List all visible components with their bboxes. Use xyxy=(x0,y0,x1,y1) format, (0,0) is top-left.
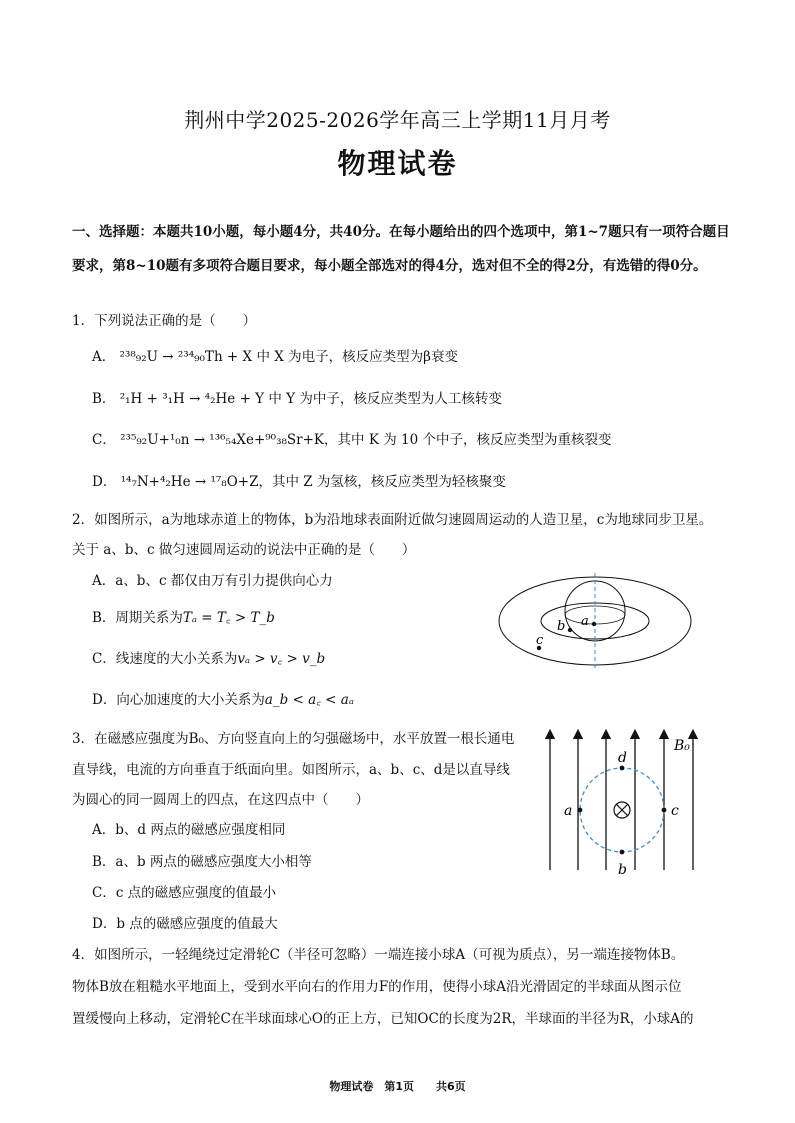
point-d xyxy=(620,766,625,771)
q2-option-d xyxy=(92,690,354,710)
q1-b-text: 中 Y 为中子，核反应类型为人工核转变 xyxy=(268,391,502,407)
label-b0: B₀ xyxy=(674,738,690,754)
q1-a-label: A． xyxy=(92,349,116,365)
q2-stem-line1: 2．如图所示，a为地球赤道上的物体，b为沿地球表面附近做匀速圆周运动的人造卫星，c为地球同步卫星。 xyxy=(72,512,713,528)
q1-b-equation: ²₁H + ³₁H → ⁴₂He + Y xyxy=(119,391,265,407)
q2-option-c xyxy=(92,649,325,669)
q2-b-text: B．周期关系为 xyxy=(92,610,183,626)
exam-title: 荆州中学2025-2026学年高三上学期11月月考 xyxy=(184,108,611,132)
label-b: b xyxy=(557,619,566,634)
q2-c-text: C．线速度的大小关系为 xyxy=(92,651,238,667)
q1-option-a xyxy=(92,347,458,367)
q1-option-c xyxy=(92,430,611,450)
subject-title: 物理试卷 xyxy=(337,147,458,180)
label-d: d xyxy=(618,750,627,766)
q2-d-equation: a_b < a꜀ < aₐ xyxy=(264,692,354,708)
label-b: b xyxy=(618,862,627,878)
q1-option-d xyxy=(92,472,506,492)
label-c: c xyxy=(671,803,679,819)
q3-field-figure xyxy=(538,728,718,878)
q3-option-b: B．a、b 两点的磁感应强度大小相等 xyxy=(92,854,312,870)
q3-line1: 3．在磁感应强度为B₀、方向竖直向上的匀强磁场中，水平放置一根长通电 xyxy=(72,731,515,747)
q3-option-c: C．c 点的磁感应强度的值最小 xyxy=(92,885,277,901)
q3-line3: 为圆心的同一圆周上的四点，在这四点中（ ） xyxy=(72,792,369,808)
q1-d-equation: ¹⁴₇N+⁴₂He → ¹⁷₈O+Z xyxy=(120,474,259,490)
q2-b-equation: Tₐ = T꜀ > T_b xyxy=(182,610,275,626)
q1-option-b xyxy=(92,389,502,409)
q4-line3: 置缓慢向上移动，定滑轮C在半球面球心O的正上方，已知OC的长度为2R，半球面的半径为R，小球A的 xyxy=(72,1011,694,1027)
q2-orbit-figure xyxy=(495,573,695,673)
q2-c-equation: vₐ > v꜀ > v_b xyxy=(237,651,326,667)
point-a xyxy=(578,808,583,813)
q1-a-equation: ²³⁸₉₂U → ²³⁴₉₀Th + X xyxy=(119,349,253,365)
label-a: a xyxy=(581,614,589,629)
point-a xyxy=(592,622,596,626)
point-c xyxy=(662,808,667,813)
q2-d-text: D．向心加速度的大小关系为 xyxy=(92,692,265,708)
section-instructions: 一、选择题：本题共10小题，每小题4分，共40分。在每小题给出的四个选项中，第1~7题只有一项符合题目要求，第8~10题有多项符合题目要求，每小题全部选对的得4分，选对但不全的得2分，有选错的得0分。 xyxy=(72,224,730,274)
q4-line2: 物体B放在粗糙水平地面上，受到水平向右的作用力F的作用，使得小球A沿光滑固定的半球面从图示位 xyxy=(72,979,682,995)
q2-stem-line2: 关于 a、b、c 做匀速圆周运动的说法中正确的是（ ） xyxy=(72,542,416,558)
point-b xyxy=(568,628,572,632)
q3-line2: 直导线，电流的方向垂直于纸面向里。如图所示，a、b、c、d是以直导线 xyxy=(72,762,510,778)
q1-d-text: ，其中 Z 为氢核，核反应类型为轻核聚变 xyxy=(258,474,506,490)
q2-option-b xyxy=(92,608,275,628)
q1-c-label: C． xyxy=(92,432,116,448)
q1-d-label: D． xyxy=(92,474,117,490)
q1-stem: 1．下列说法正确的是（ ） xyxy=(72,313,257,329)
q3-option-a: A．b、d 两点的磁感应强度相同 xyxy=(92,822,286,838)
point-b xyxy=(620,850,625,855)
label-c: c xyxy=(536,633,544,648)
q1-a-text: 中 X 为电子，核反应类型为β衰变 xyxy=(256,349,458,365)
label-a: a xyxy=(564,803,573,819)
q1-c-equation: ²³⁵₉₂U+¹₀n → ¹³⁶₅₄Xe+⁹⁰₃₈Sr+K xyxy=(120,432,325,448)
q4-line1: 4．如图所示，一轻绳绕过定滑轮C（半径可忽略）一端连接小球A（可视为质点），另一端连接物体B。 xyxy=(72,947,685,963)
q1-b-label: B． xyxy=(92,391,116,407)
page-footer: 物理试卷 第1页 共6页 xyxy=(329,1080,466,1093)
q3-option-d: D．b 点的磁感应强度的值最大 xyxy=(92,916,278,932)
q1-c-text: ，其中 K 为 10 个中子，核反应类型为重核裂变 xyxy=(324,432,612,448)
q2-option-a: A．a、b、c 都仅由万有引力提供向心力 xyxy=(92,573,333,589)
